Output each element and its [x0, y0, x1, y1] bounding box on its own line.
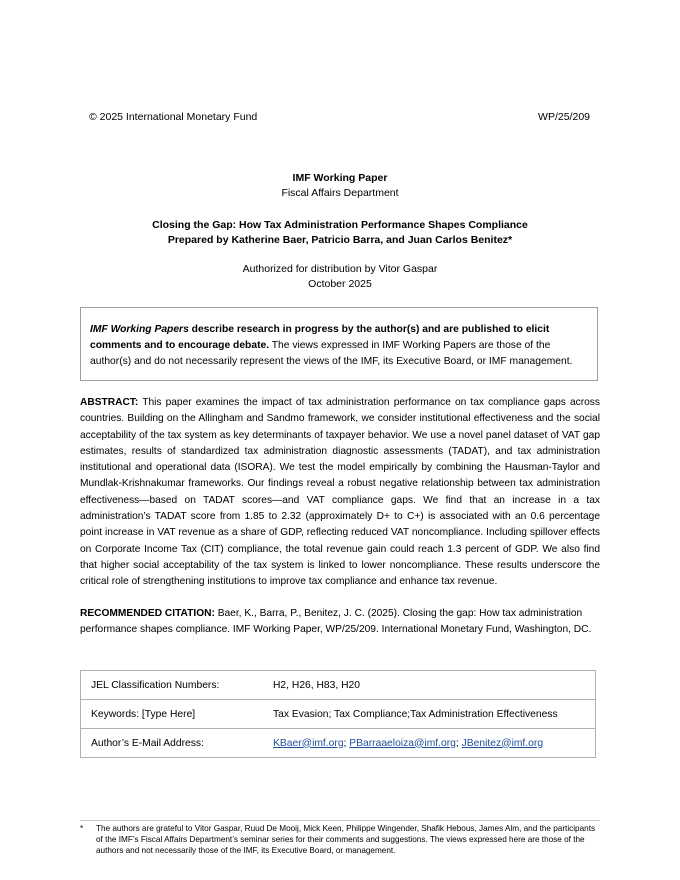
abstract — [80, 395, 600, 591]
table-row — [81, 700, 596, 729]
email-link-barra[interactable]: PBarraaeloiza@imf.org — [349, 737, 456, 749]
footnote — [80, 823, 600, 856]
disclaimer-box — [80, 307, 598, 381]
copyright-line: © 2025 International Monetary Fund — [89, 111, 258, 123]
wp-number: WP/25/209 — [538, 111, 590, 123]
email-separator: ; — [455, 737, 462, 749]
jel-value: H2, H26, H83, H20 — [263, 671, 596, 700]
email-label: Author’s E-Mail Address: — [81, 729, 264, 758]
info-table — [80, 670, 596, 758]
abstract-label: ABSTRACT: — [80, 397, 139, 408]
table-row — [81, 671, 596, 700]
email-link-baer[interactable]: KBaer@imf.org — [273, 737, 344, 749]
paper-title-block — [0, 218, 680, 248]
email-link-benitez[interactable]: JBenitez@imf.org — [461, 737, 544, 749]
authorization-block — [0, 262, 680, 292]
publication-date: October 2025 — [308, 278, 372, 290]
table-row — [81, 729, 596, 758]
recommended-citation — [80, 606, 600, 639]
email-separator: ; — [343, 737, 350, 749]
prepared-by: Prepared by Katherine Baer, Patricio Barra, and Juan Carlos Benitez* — [167, 234, 513, 246]
citation-text: Baer, K., Barra, P., Benitez, J. C. (2025). Closing the gap: How tax administration performance shapes compliance. IMF Working Paper, WP/25/209. International Monetary Fund, Washington, DC. — [80, 608, 592, 636]
email-links — [263, 729, 596, 758]
footnote-mark: * — [80, 824, 84, 833]
disclaimer-plain-text: The views expressed in IMF Working Papers are those of the author(s) and do not necessarily represent the views of the IMF, its Executive Board, or IMF management. — [90, 340, 573, 367]
keywords-value: Tax Evasion; Tax Compliance;Tax Administration Effectiveness — [263, 700, 596, 729]
disclaimer-series-name: IMF Working Papers — [90, 324, 189, 335]
authorized-by: Authorized for distribution by Vitor Gaspar — [242, 263, 438, 275]
footnote-divider — [80, 820, 600, 821]
footnote-text: The authors are grateful to Vitor Gaspar, Ruud De Mooij, Mick Keen, Philippe Wingender, Shafik Hebous, James Alm, and the participants of the IMF’s Fiscal Affairs Department’s seminar series for their comments and suggestions. The views expressed here are those of the authors and not necessarily those of the IMF, its Executive Board, or management. — [96, 824, 596, 855]
paper-title: Closing the Gap: How Tax Administration Performance Shapes Compliance — [152, 219, 528, 231]
department: Fiscal Affairs Department — [281, 187, 399, 199]
keywords-label: Keywords: [Type Here] — [81, 700, 264, 729]
abstract-text: This paper examines the impact of tax administration performance on tax compliance gaps across countries. Building on the Allingham and Sandmo framework, we consider institutional effectiveness and the social acceptability of the tax system as key determinants of taxpayer behavior. We use a novel panel dataset of VAT gap estimates, results of standardized tax administration diagnostic assessments (TADAT), and tax administration institutional and operational data (ISORA). We test the model empirically by combining the Hausman-Taylor and Mundlak-Krishnakumar frameworks. Our findings reveal a robust negative relationship between tax administration effectiveness—based on TADAT scores—and VAT compliance gaps. We find that an increase in a tax administration’s TADAT score from 1.85 to 2.32 (approximately D+ to C+) is associated with an 0.6 percentage point increase in VAT revenue as a share of GDP, reflecting reduced VAT noncompliance. Including spillover effects on Corporate Income Tax (CIT) compliance, the total revenue gain could reach 1.3 percent of GDP. We also find that higher social acceptability of the tax system is linked to lower noncompliance. These results underscore the critical role of strengthening institutions to improve tax compliance and enhance tax revenue. — [80, 397, 600, 588]
disclaimer-bold-text: describe research in progress by the author(s) and are published to elicit comments and to encourage debate. — [90, 324, 550, 351]
series-title: IMF Working Paper — [292, 172, 388, 184]
jel-label: JEL Classification Numbers: — [81, 671, 264, 700]
citation-label: RECOMMENDED CITATION: — [80, 608, 215, 619]
